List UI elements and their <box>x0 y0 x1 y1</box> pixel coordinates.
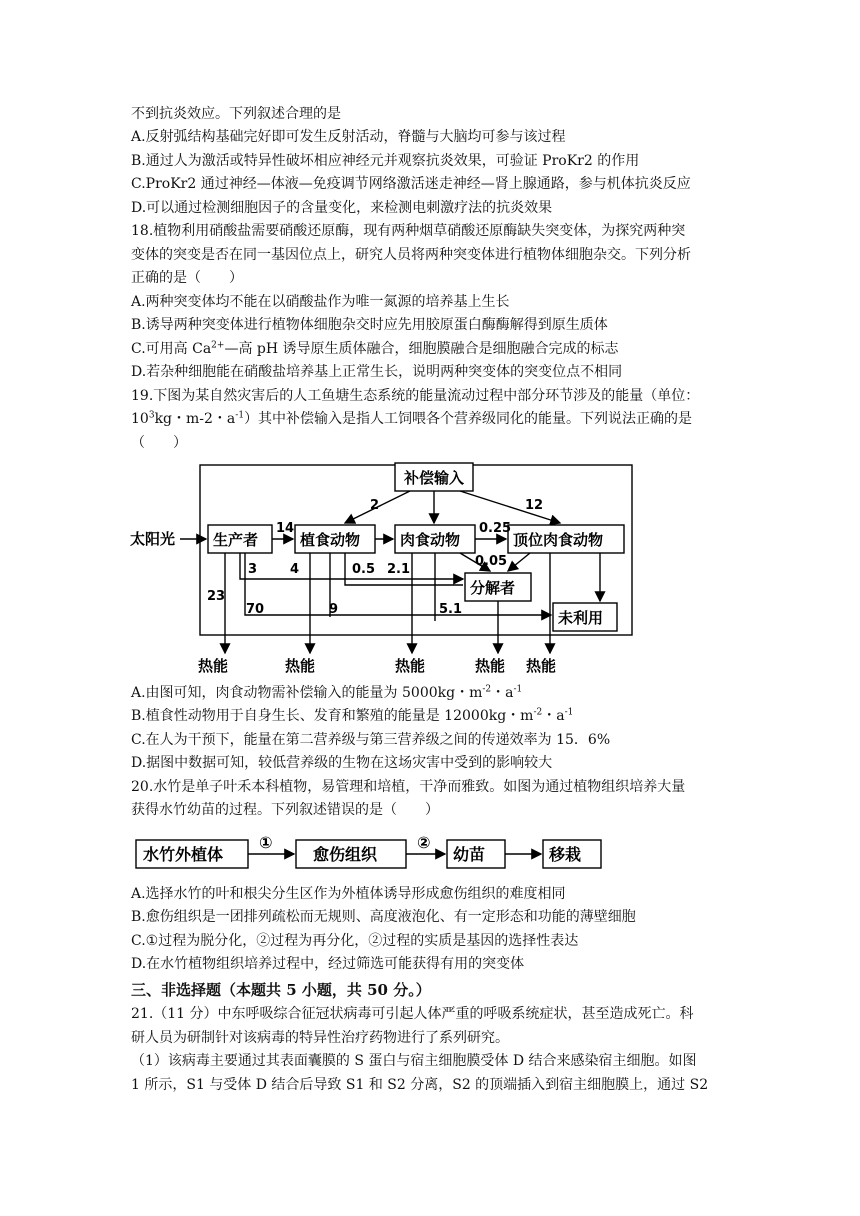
q19-option-b: B.植食性动物用于自身生长、发育和繁殖的能量是 12000kg・$m^{-2}$・$a^{-1}$ <box>131 707 574 724</box>
value-herbivore-decomposer: 0.5 <box>352 562 376 577</box>
heat-label: 热能 <box>198 657 229 675</box>
decomposer-label: 分解者 <box>470 579 516 597</box>
question-20-stem-cont: 获得水竹幼苗的过程。下列叙述错误的是（ ） <box>131 802 439 818</box>
option-c: C.ProKr2 通过神经—体液—免疫调节网络激活迷走神经—肾上腺通路，参与机体抗炎反应 <box>131 176 691 192</box>
option-a: A.反射弧结构基础完好即可发生反射活动，脊髓与大脑均可参与该过程 <box>131 129 566 145</box>
heat-label: 热能 <box>475 657 506 675</box>
option-d: D.可以通过检测细胞因子的含量变化，来检测电刺激疗法的抗炎效果 <box>131 200 553 216</box>
question-19-stem-end: （ ） <box>131 435 187 451</box>
question-21-part-1: （1）该病毒主要通过其表面囊膜的 S 蛋白与宿主细胞膜受体 D 结合来感染宿主细胞。如图 <box>131 1053 697 1069</box>
value-herbivore-heat: 4 <box>290 562 300 577</box>
sunlight-label: 太阳光 <box>130 530 176 548</box>
herbivore-label: 植食动物 <box>300 531 361 549</box>
step-callus: 愈伤组织 <box>313 845 378 864</box>
marker-1: ① <box>259 833 273 852</box>
heat-label: 热能 <box>526 657 557 675</box>
step-explant: 水竹外植体 <box>143 845 224 864</box>
top-carnivore-label: 顶位肉食动物 <box>513 531 604 549</box>
q18-option-d: D.若杂种细胞能在硝酸盐培养基上正常生长，说明两种突变体的突变位点不相同 <box>131 364 623 380</box>
q20-option-c: C.①过程为脱分化，②过程为再分化，②过程的实质是基因的选择性表达 <box>131 933 579 949</box>
question-20-stem: 20.水竹是单子叶禾本科植物，易管理和培植，干净而雅致。如图为通过植物组织培养大量 <box>131 779 686 795</box>
q20-option-b: B.愈伤组织是一团排列疏松而无规则、高度液泡化、有一定形态和功能的薄壁细胞 <box>131 909 636 925</box>
value-producer-decomposer: 3 <box>248 562 258 577</box>
question-18-stem: 18.植物利用硝酸盐需要硝酸还原酶，现有两种烟草硝酸还原酶缺失突变体，为探究两种突 <box>131 223 686 239</box>
q20-option-a: A.选择水竹的叶和根尖分生区作为外植体诱导形成愈伤组织的难度相同 <box>131 886 566 902</box>
q18-option-b: B.诱导两种突变体进行植物体细胞杂交时应先用胶原蛋白酶酶解得到原生质体 <box>131 317 608 333</box>
value-producer-heat: 23 <box>207 589 226 604</box>
value-top-decomposer: 0.05 <box>475 554 508 569</box>
question-18-stem-cont: 变体的突变是否在同一基因位点上，研究人员将两种突变体进行植物体细胞杂交。下列分析 <box>131 247 691 263</box>
section-heading: 三、非选择题（本题共 5 小题，共 50 分。） <box>131 981 431 999</box>
question-19-stem: 19.下图为某自然灾害后的人工鱼塘生态系统的能量流动过程中部分环节涉及的能量（单位： <box>131 388 700 404</box>
text-line: 不到抗炎效应。下列叙述合理的是 <box>131 106 341 122</box>
value-input-top: 12 <box>525 498 544 513</box>
step-transplant: 移栽 <box>549 845 582 864</box>
value-herbivore-unused: 9 <box>329 602 339 617</box>
energy-flow-diagram <box>130 455 640 685</box>
q19-option-a: A.由图可知，肉食动物需补偿输入的能量为 5000kg・$m^{-2}$・$a^{-1}$ <box>131 684 523 701</box>
question-18-stem-end: 正确的是（ ） <box>131 270 243 286</box>
value-carnivore-heat: 2.1 <box>387 562 411 577</box>
q18-option-c: C.可用高 $Ca^{2+}—$高 pH 诱导原生质体融合，细胞膜融合是细胞融合完成的标志 <box>131 340 619 357</box>
input-label: 补偿输入 <box>404 469 465 487</box>
carnivore-label: 肉食动物 <box>400 531 461 549</box>
question-21-stem: 21.（11 分）中东呼吸综合征冠状病毒可引起人体严重的呼吸系统症状，甚至造成死亡。科 <box>131 1006 694 1022</box>
question-21-stem-cont: 研人员为研制针对该病毒的特异性治疗药物进行了系列研究。 <box>131 1030 509 1046</box>
value-carnivore-unused: 5.1 <box>439 602 463 617</box>
heat-label: 热能 <box>285 657 316 675</box>
option-b: B.通过人为激活或特异性破坏相应神经元并观察抗炎效果，可验证 ProKr2 的作用 <box>131 153 640 169</box>
value-input-herbivore: 2 <box>370 498 380 513</box>
question-21-part-1-cont: 1 所示，S1 与受体 D 结合后导致 S1 和 S2 分离，S2 的顶端插入到宿主细胞膜上，通过 S2 <box>131 1077 709 1093</box>
q18-option-a: A.两种突变体均不能在以硝酸盐作为唯一氮源的培养基上生长 <box>131 294 510 310</box>
q19-option-c: C.在人为干预下，能量在第二营养级与第三营养级之间的传递效率为 15．6% <box>131 732 611 748</box>
heat-label: 热能 <box>395 657 426 675</box>
producer-label: 生产者 <box>213 531 259 549</box>
q20-option-d: D.在水竹植物组织培养过程中，经过筛选可能获得有用的突变体 <box>131 956 525 972</box>
tissue-culture-diagram <box>133 830 613 874</box>
q19-option-d: D.据图中数据可知，较低营养级的生物在这场灾害中受到的影响较大 <box>131 755 553 771</box>
value-carnivore-top: 0.25 <box>479 521 512 536</box>
question-19-stem-cont: $10^3kg$・m-2・$a^{-1}$）其中补偿输入是指人工饲喂各个营养级同化的能量。下列说法正确的是 <box>131 410 693 427</box>
step-seedling: 幼苗 <box>453 845 486 864</box>
value-producer-unused: 70 <box>246 602 265 617</box>
unused-label: 未利用 <box>558 609 604 627</box>
value-producer-herbivore: 14 <box>276 521 295 536</box>
marker-2: ② <box>417 833 431 852</box>
